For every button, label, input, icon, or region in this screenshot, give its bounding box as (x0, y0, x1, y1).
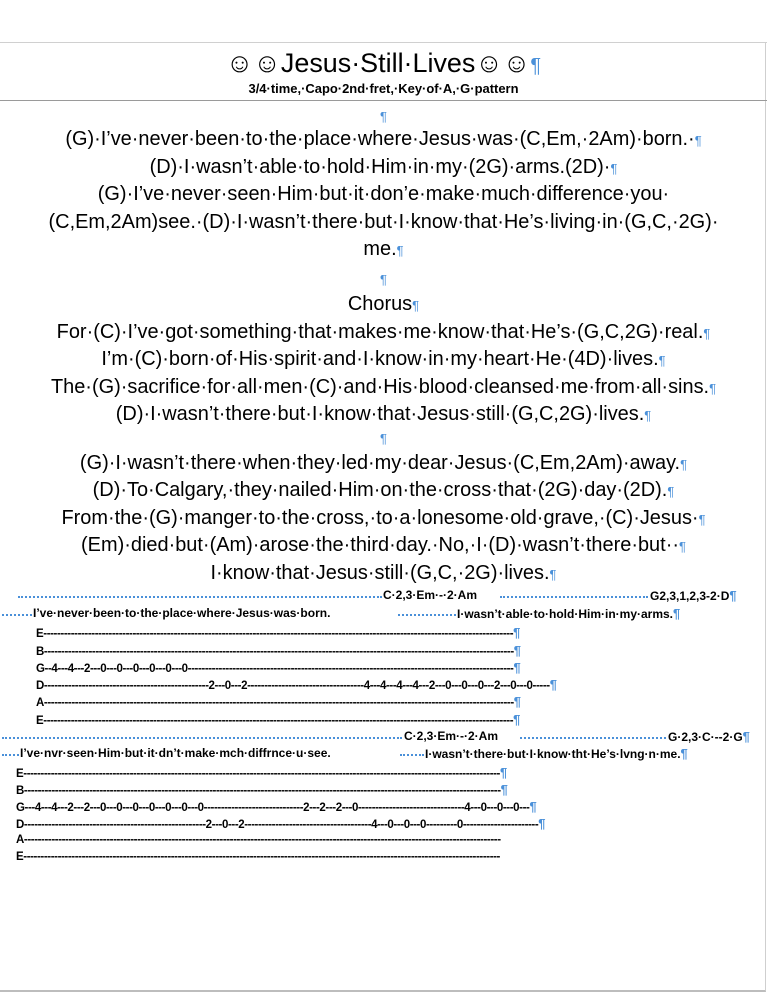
tab-leader-dots (398, 614, 456, 616)
verse1-line-3: (G)·I’ve·never·seen·Him·but·it·don’e·make·much·difference·you· (97, 183, 670, 205)
tab1-string-g: G--4---4---2---0---0---0---0---0---0-----------------------------------------------------------------------------------------------¶ (36, 660, 521, 675)
empty-paragraph: ¶ (380, 109, 387, 124)
tab-leader-dots (2, 737, 402, 739)
verse1-line-2: (D)·I·wasn’t·able·to·hold·Him·in·my·(2G)·arms.(2D)·¶ (149, 156, 618, 178)
tab-leader-dots (400, 754, 424, 756)
tab1-lyric-a: I’ve·never·been·to·the·place·where·Jesus·was·born. (33, 606, 331, 620)
window-top-bar (0, 0, 767, 43)
tab2-string-g: G---4---4---2---2---0---0---0---0---0---0---0-----------------------------2---2---2---0-------------------------------4---0---0---0---¶ (16, 799, 537, 814)
tab1-string-low-e: E-----------------------------------------------------------------------------------------------------------------------------------------¶ (36, 712, 520, 727)
title-divider (0, 100, 767, 101)
song-title: ☺☺Jesus·Still·Lives☺☺¶ (225, 48, 542, 78)
chorus-heading: Chorus¶ (347, 293, 420, 315)
verse1-line-5: me.¶ (363, 238, 404, 260)
tab2-chords-b: G·2,3·C·--2·G¶ (668, 729, 750, 744)
chorus-line-1: For·(C)·I’ve·got·something·that·makes·me·know·that·He’s·(G,C,2G)·real.¶ (56, 321, 711, 343)
empty-paragraph: ¶ (380, 431, 387, 446)
empty-paragraph: ¶ (380, 272, 387, 287)
tab2-lyric-a: I’ve·nvr·seen·Him·but·it·dn’t·make·mch·diffrnce·u·see. (20, 746, 331, 760)
song-subtitle: 3/4·time,·Capo·2nd·fret,·Key·of·A,·G·pattern (248, 81, 519, 96)
verse2-line-5: I·know·that·Jesus·still·(G,C,·2G)·lives.¶ (210, 562, 557, 584)
tab1-string-a: A-----------------------------------------------------------------------------------------------------------------------------------------¶ (36, 694, 521, 709)
tab-leader-dots (18, 596, 382, 598)
verse2-line-4: (Em)·died·but·(Am)·arose·the·third·day.·No,·I·(D)·wasn’t·there·but··¶ (81, 534, 686, 556)
tab-leader-dots (500, 596, 648, 598)
tab1-string-d: D------------------------------------------------2---0---2----------------------------------4---4---4---4---2---0---0---0---2---0---0-----¶ (36, 677, 557, 692)
verse1-line-1: (G)·I’ve·never·been·to·the·place·where·Jesus·was·(C,Em,·2Am)·born.·¶ (65, 128, 702, 150)
chorus-line-3: The·(G)·sacrifice·for·all·men·(C)·and·His·blood·cleansed·me·from·all·sins.¶ (50, 376, 717, 398)
tab-leader-dots (2, 614, 32, 616)
tab2-lyric-b: I·wasn’t·there·but·I·know·tht·He’s·lvng·n·me.¶ (425, 746, 688, 761)
tab2-string-a: A------------------------------------------------------------------------------------------------------------------------------------------- (16, 834, 501, 846)
verse1-line-4: (C,Em,2Am)see.·(D)·I·wasn’t·there·but·I·know·that·He’s·living·in·(G,C,·2G)· (48, 211, 719, 233)
tab1-chords-a: C·2,3·Em·-·2·Am (383, 588, 478, 602)
verse2-line-2: (D)·To·Calgary,·they·nailed·Him·on·the·cross·that·(2G)·day·(2D).¶ (92, 479, 675, 501)
tab2-chords-a: C·2,3·Em·-·2·Am (404, 729, 499, 743)
tab1-string-b: B-----------------------------------------------------------------------------------------------------------------------------------------¶ (36, 643, 521, 658)
tab2-string-high-e: E-------------------------------------------------------------------------------------------------------------------------------------------¶ (16, 765, 507, 780)
chorus-line-4: (D)·I·wasn’t·there·but·I·know·that·Jesus·still·(G,C,2G)·lives.¶ (115, 403, 652, 425)
tab-leader-dots (2, 754, 19, 756)
tab1-chords-b: G2,3,1,2,3-2·D¶ (650, 588, 737, 603)
verse2-line-1: (G)·I·wasn’t·there·when·they·led·my·dear·Jesus·(C,Em,2Am)·away.¶ (79, 452, 688, 474)
paragraph-mark: ¶ (530, 55, 542, 77)
tab2-string-b: B-------------------------------------------------------------------------------------------------------------------------------------------¶ (16, 782, 508, 797)
chorus-line-2: I’m·(C)·born·of·His·spirit·and·I·know·in·my·heart·He·(4D)·lives.¶ (101, 348, 666, 370)
verse2-line-3: From·the·(G)·manger·to·the·cross,·to·a·lonesome·old·grave,·(C)·Jesus·¶ (61, 507, 706, 529)
tab1-string-high-e: E-----------------------------------------------------------------------------------------------------------------------------------------¶ (36, 625, 520, 640)
tab2-string-low-e: E------------------------------------------------------------------------------------------------------------------------------------------- (16, 851, 500, 863)
tab2-string-d: D-----------------------------------------------------2---0---2-------------------------------------4---0---0---0---------0----------------------¶ (16, 816, 546, 831)
tab-leader-dots (520, 737, 666, 739)
tab1-lyric-b: I·wasn’t·able·to·hold·Him·in·my·arms.¶ (457, 606, 681, 621)
